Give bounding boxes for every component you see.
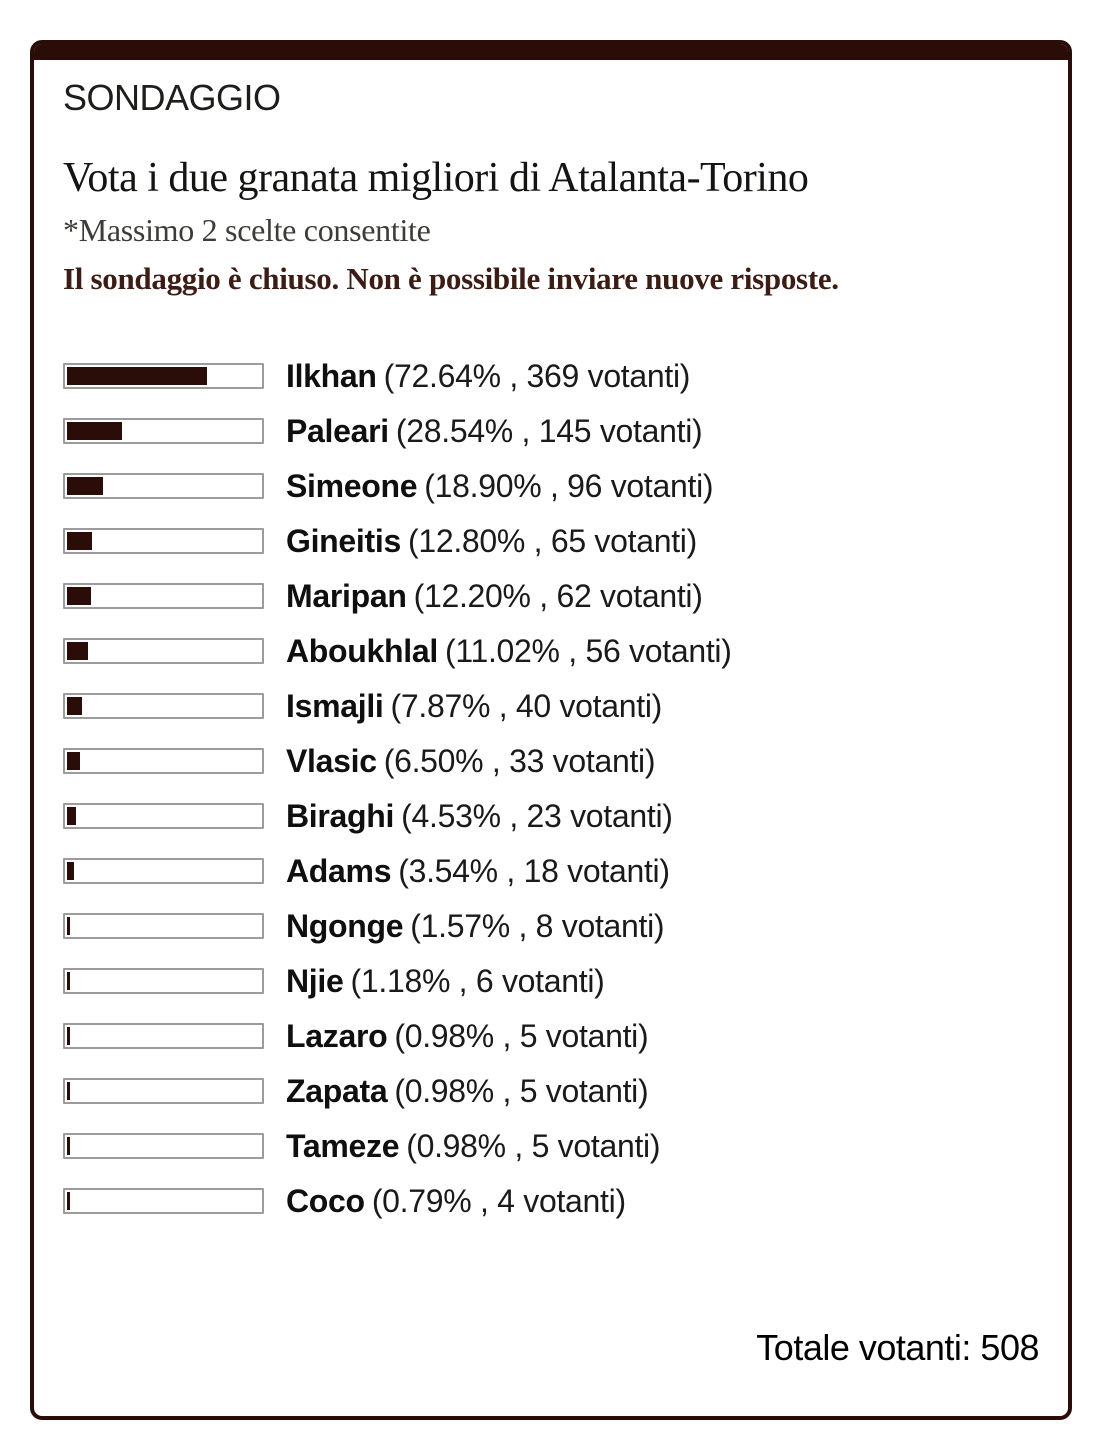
result-bar-fill [67,862,74,880]
result-bar-fill [67,1027,70,1045]
result-detail: (0.98% , 5 votanti) [394,1017,649,1054]
result-bar-track [63,1078,264,1104]
result-name: Vlasic [286,742,377,779]
result-detail: (6.50% , 33 votanti) [383,742,656,779]
result-label [286,413,702,449]
result-name: Aboukhlal [286,632,438,669]
result-detail: (7.87% , 40 votanti) [390,687,663,724]
result-bar-fill [67,972,70,990]
result-label [286,1018,648,1054]
poll-result-row [63,1063,1039,1118]
poll-result-row [63,1118,1039,1173]
result-bar-track [63,693,264,719]
result-bar-track [63,583,264,609]
result-bar-fill [67,807,76,825]
poll-result-row [63,788,1039,843]
poll-eyebrow: SONDAGGIO [63,77,281,118]
result-detail: (11.02% , 56 votanti) [444,632,732,669]
poll-result-row [63,898,1039,953]
result-label [286,853,670,889]
result-name: Paleari [286,412,389,449]
poll-result-row [63,513,1039,568]
result-label [286,1128,660,1164]
result-name: Ilkhan [286,357,377,394]
poll-result-row [63,678,1039,733]
poll-results-list [63,348,1039,1228]
card-accent-bar [34,44,1068,60]
result-name: Gineitis [286,522,401,559]
result-bar-track [63,748,264,774]
poll-result-row [63,458,1039,513]
poll-result-row [63,733,1039,788]
result-detail: (3.54% , 18 votanti) [398,852,670,889]
result-name: Njie [286,962,344,999]
result-bar-track [63,528,264,554]
result-name: Adams [286,852,392,889]
result-detail: (0.98% , 5 votanti) [406,1127,661,1164]
result-detail: (1.18% , 6 votanti) [350,962,605,999]
result-bar-fill [67,422,122,440]
result-bar-track [63,363,264,389]
result-label [286,963,605,999]
result-label [286,633,732,669]
result-bar-track [63,858,264,884]
poll-result-row [63,1173,1039,1228]
result-bar-fill [67,477,103,495]
result-bar-fill [67,697,82,715]
result-label [286,798,673,834]
result-bar-track [63,1188,264,1214]
result-detail: (28.54% , 145 votanti) [395,412,703,449]
result-detail: (1.57% , 8 votanti) [410,907,665,944]
result-bar-fill [67,1082,70,1100]
result-name: Ngonge [286,907,404,944]
result-bar-track [63,1023,264,1049]
result-bar-fill [67,917,70,935]
result-bar-track [63,638,264,664]
result-detail: (4.53% , 23 votanti) [401,797,673,834]
result-detail: (18.90% , 96 votanti) [424,467,714,504]
result-label [286,908,664,944]
result-label [286,743,655,779]
result-detail: (0.98% , 5 votanti) [394,1072,649,1109]
poll-result-row [63,403,1039,458]
poll-closed-notice: Il sondaggio è chiuso. Non è possibile inviare nuove risposte. [63,261,839,296]
poll-title: Vota i due granata migliori di Atalanta-Torino [63,155,809,201]
result-bar-fill [67,367,207,385]
result-detail: (12.20% , 62 votanti) [413,577,703,614]
poll-result-row [63,348,1039,403]
result-label [286,523,697,559]
card-content [34,60,1068,1416]
result-detail: (12.80% , 65 votanti) [407,522,697,559]
poll-result-row [63,843,1039,898]
result-label [286,468,713,504]
poll-result-row [63,568,1039,623]
result-name: Lazaro [286,1017,388,1054]
result-bar-fill [67,752,80,770]
result-name: Coco [286,1182,365,1219]
result-name: Maripan [286,577,407,614]
result-bar-track [63,968,264,994]
result-label [286,1183,626,1219]
result-label [286,358,690,394]
poll-result-row [63,953,1039,1008]
result-label [286,578,703,614]
poll-result-row [63,623,1039,678]
result-bar-fill [67,532,92,550]
result-label [286,1073,648,1109]
result-bar-fill [67,1137,70,1155]
result-bar-track [63,913,264,939]
poll-result-row [63,1008,1039,1063]
result-name: Zapata [286,1072,388,1109]
poll-card [30,40,1072,1420]
result-bar-fill [67,587,91,605]
result-bar-fill [67,642,88,660]
result-name: Tameze [286,1127,400,1164]
result-bar-track [63,803,264,829]
result-name: Simeone [286,467,418,504]
result-bar-track [63,473,264,499]
result-name: Ismajli [286,687,384,724]
total-voters: Totale votanti: 508 [756,1327,1039,1368]
result-label [286,688,662,724]
result-name: Biraghi [286,797,395,834]
result-detail: (0.79% , 4 votanti) [371,1182,626,1219]
result-bar-track [63,418,264,444]
result-bar-fill [67,1192,70,1210]
result-bar-track [63,1133,264,1159]
result-detail: (72.64% , 369 votanti) [383,357,691,394]
poll-subtitle: *Massimo 2 scelte consentite [63,212,431,248]
